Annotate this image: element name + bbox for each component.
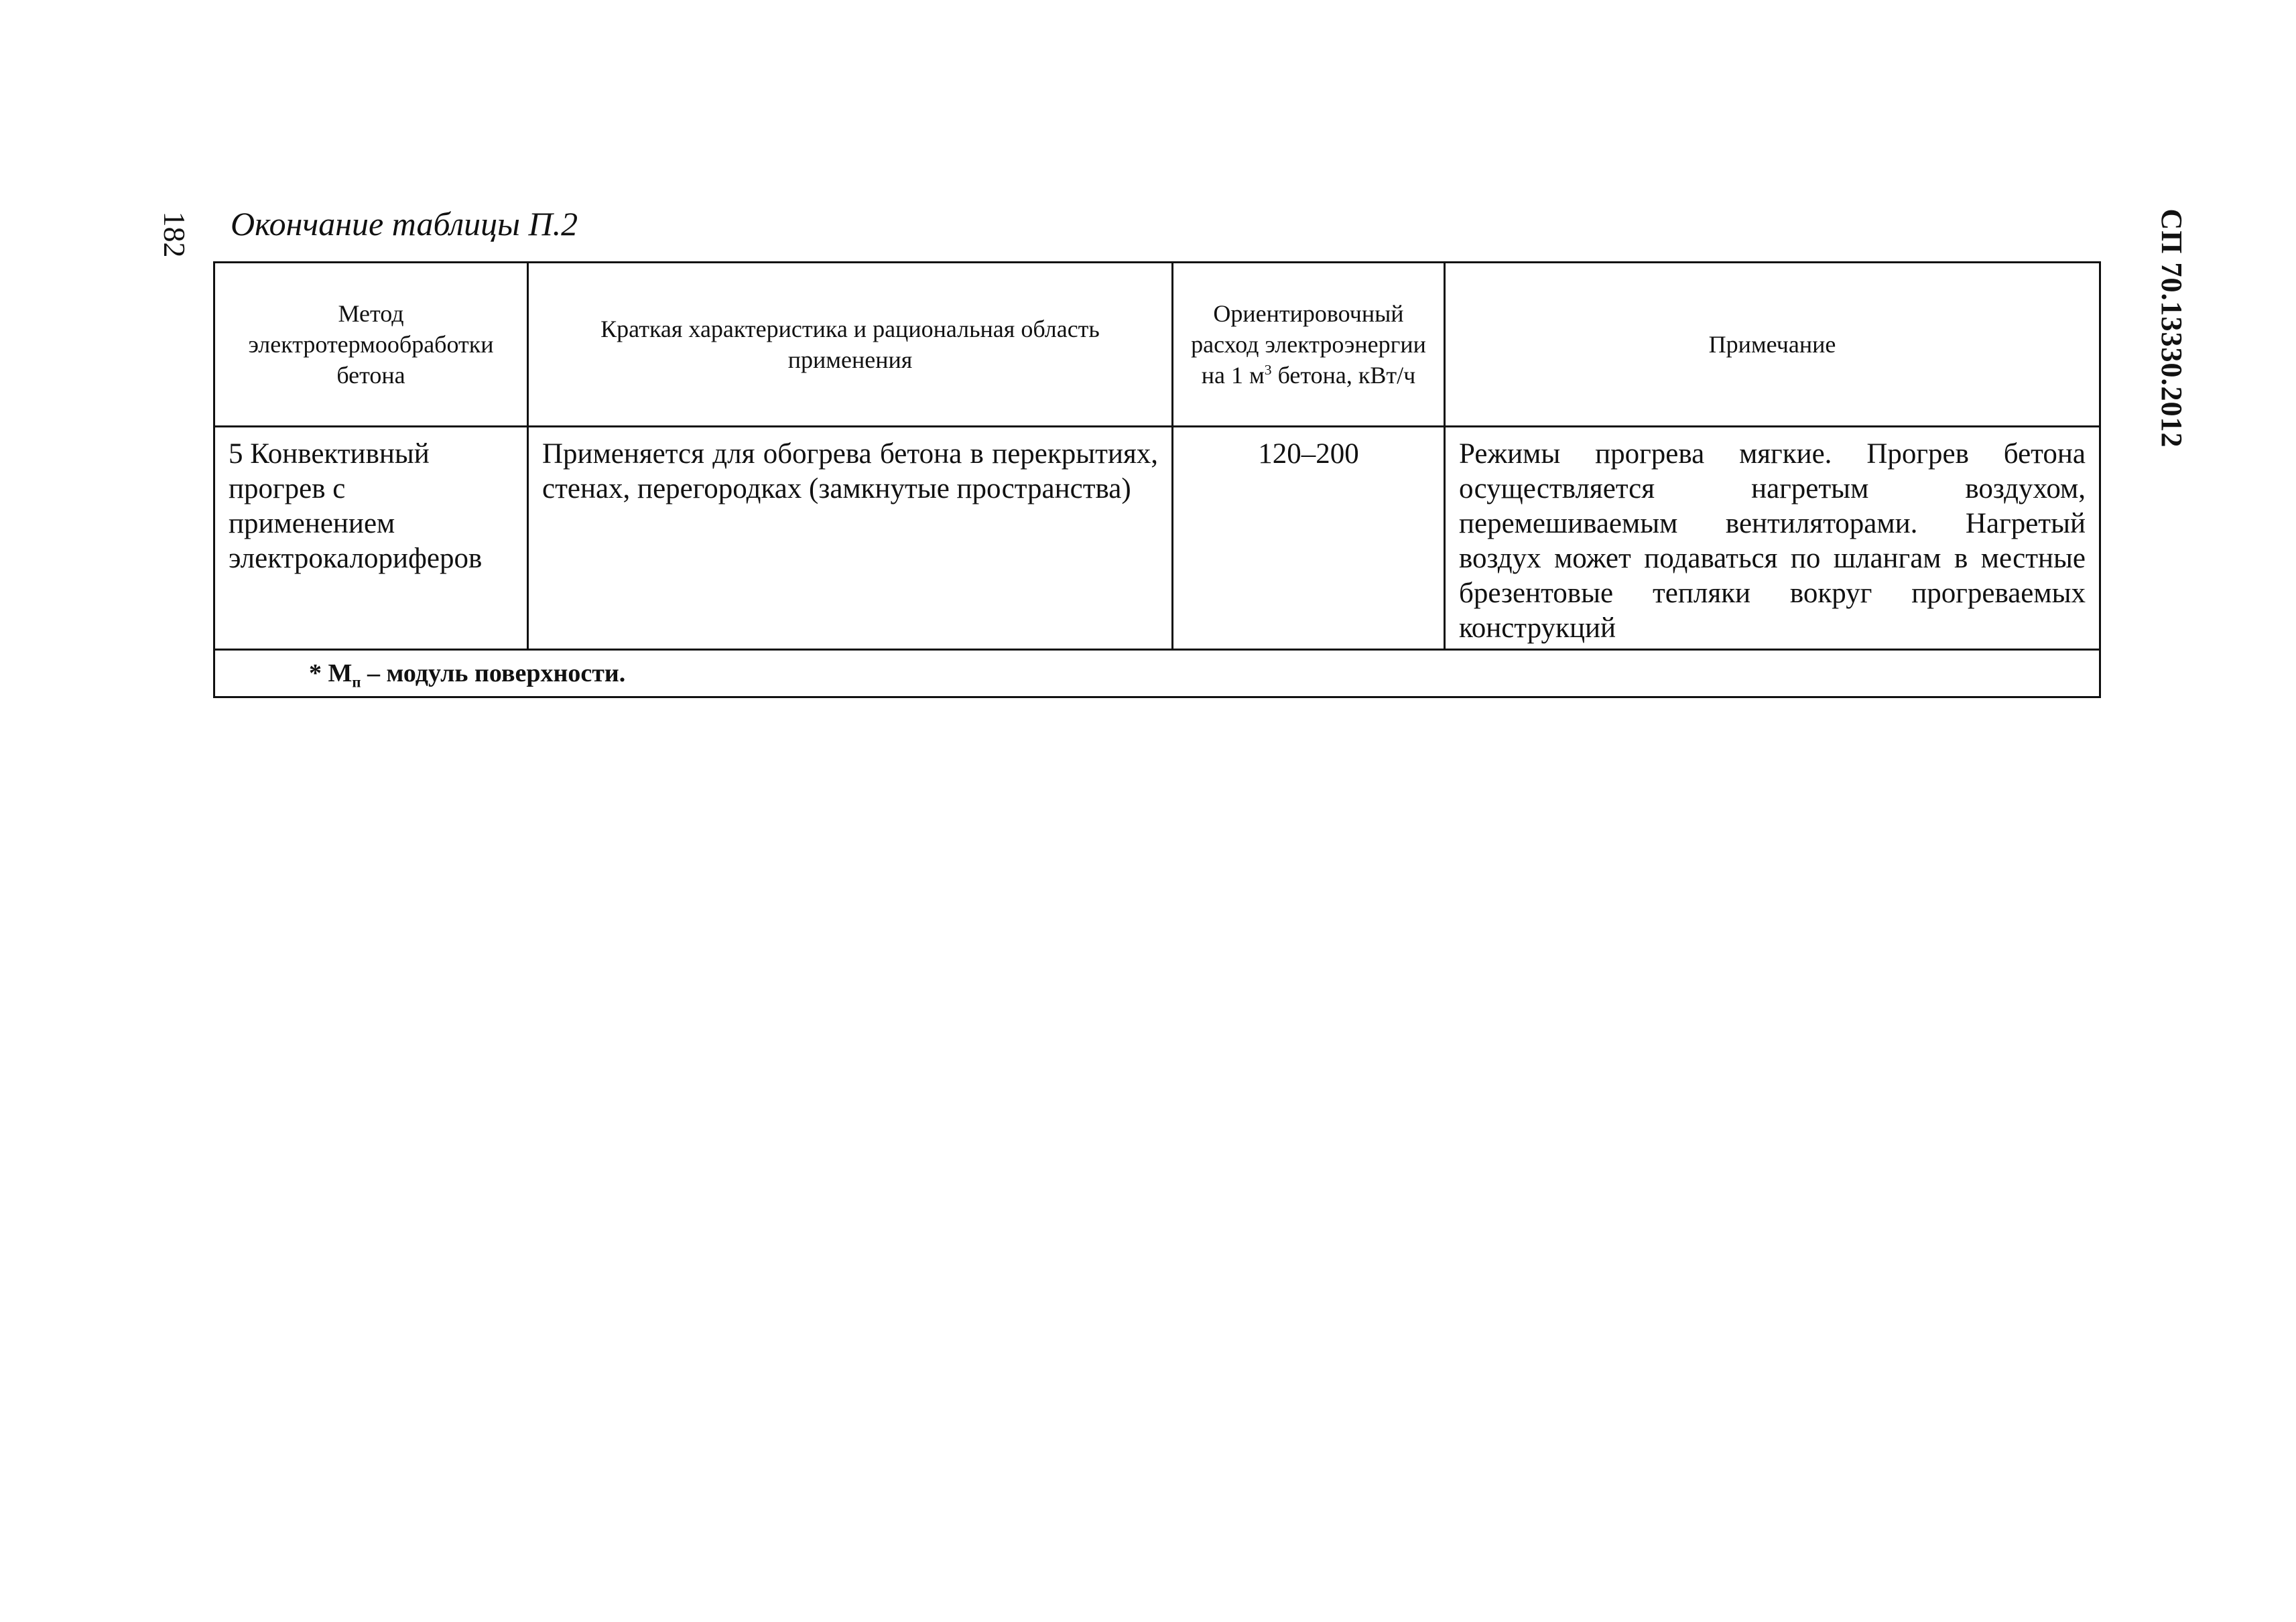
footnote-prefix: * M bbox=[309, 659, 353, 687]
header-note: Примечание bbox=[1445, 263, 2100, 427]
footnote-text: – модуль поверхности. bbox=[361, 659, 626, 687]
table-container bbox=[213, 261, 2099, 698]
footnote-subscript: п bbox=[352, 673, 361, 691]
cell-characteristic: Применяется для обогрева бетона в перекрытиях, стенах, перегородках (замкнутые пространства) bbox=[528, 427, 1173, 650]
page-number: 182 bbox=[157, 211, 192, 258]
table-footnote bbox=[214, 650, 2100, 697]
table-footnote-row bbox=[214, 650, 2100, 697]
header-consumption bbox=[1173, 263, 1445, 427]
cell-note: Режимы прогрева мягкие. Прогрев бетона осуществляется нагретым воздухом, перемешиваемым вентиляторами. Нагретый воздух может подаваться по шлангам в местные брезентовые тепляки вокруг прогреваемых конструкций bbox=[1445, 427, 2100, 650]
header-consumption-superscript: 3 bbox=[1264, 362, 1272, 378]
header-consumption-text: Ориентировочный расход электроэнергии на 1 м bbox=[1191, 300, 1426, 389]
header-consumption-unit: бетона, кВт/ч bbox=[1271, 362, 1416, 389]
data-table bbox=[213, 261, 2101, 698]
table-row bbox=[214, 427, 2100, 650]
cell-method: 5 Конвективный прогрев с применением электрокалориферов bbox=[214, 427, 528, 650]
cell-consumption: 120–200 bbox=[1173, 427, 1445, 650]
header-characteristic: Краткая характеристика и рациональная область применения bbox=[528, 263, 1173, 427]
table-header-row bbox=[214, 263, 2100, 427]
header-method: Метод электротермообработки бетона bbox=[214, 263, 528, 427]
document-code: СП 70.13330.2012 bbox=[2155, 208, 2188, 448]
table-caption: Окончание таблицы П.2 bbox=[231, 205, 578, 243]
